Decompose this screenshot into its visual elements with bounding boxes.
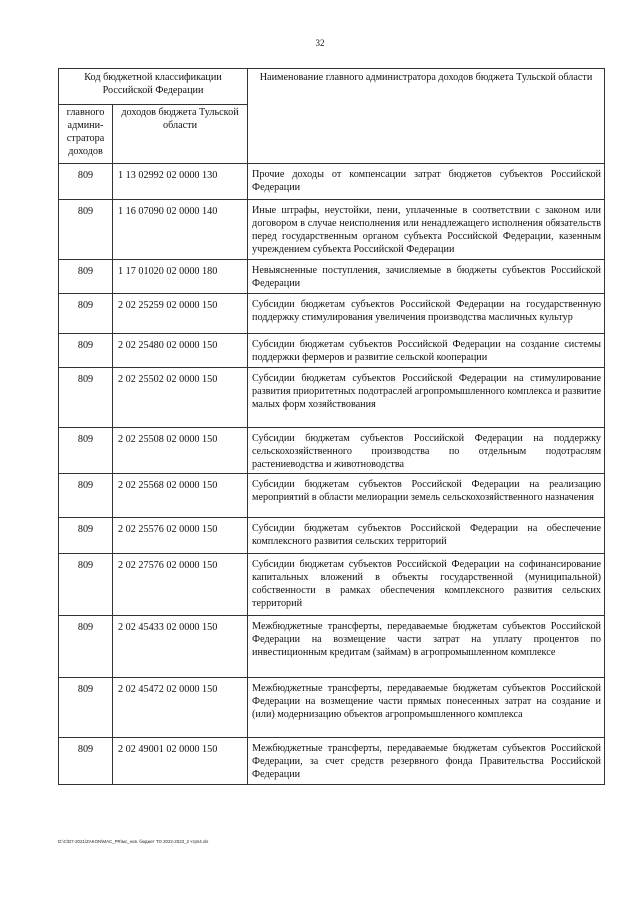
- income-name-cell: Иные штрафы, неустойки, пени, уплаченные в соответствии с законом или договором в случае неисполнения или ненадлежащего исполнения обязательств перед государственным органом субъекта Российской Федерации, казенным учреждением субъекта Российской Федерации: [248, 200, 605, 260]
- budget-code-cell: 2 02 45472 02 0000 150: [113, 678, 248, 738]
- file-path-footer: D:\C\D7-2021\ZAKON\MAC_PR\мс_нов. бюджет ТО 2022-2023_2 чтрп4.xls: [58, 839, 209, 844]
- income-name-cell: Межбюджетные трансферты, передаваемые бюджетам субъектов Российской Федерации, за счет средств резервного фонда Правительства Российской Федерации: [248, 738, 605, 785]
- table-row: [59, 554, 605, 616]
- table-row: [59, 616, 605, 678]
- income-name-cell: Прочие доходы от компенсации затрат бюджетов субъектов Российской Федерации: [248, 164, 605, 200]
- table-row: [59, 474, 605, 518]
- table-row: [59, 333, 605, 367]
- header-name-column: Наименование главного администратора доходов бюджета Тульской области: [248, 69, 605, 164]
- admin-code-cell: 809: [59, 367, 113, 427]
- income-name-cell: Межбюджетные трансферты, передаваемые бюджетам субъектов Российской Федерации на возмещение части затрат на уплату процентов по инвестиционным кредитам (займам) в агропромышленном комплексе: [248, 616, 605, 678]
- header-code-group: Код бюджетной классификации Российской Федерации: [59, 69, 248, 105]
- income-name-cell: Субсидии бюджетам субъектов Российской Федерации на софинансирование капитальных вложений в объекты государственной (муниципальной) собственности в рамках обеспечения комплексного развития сельских территорий: [248, 554, 605, 616]
- budget-code-cell: 1 16 07090 02 0000 140: [113, 200, 248, 260]
- income-name-cell: Межбюджетные трансферты, передаваемые бюджетам субъектов Российской Федерации на возмещение части прямых понесенных затрат на создание и (или) модернизацию объектов агропромышленного комплекса: [248, 678, 605, 738]
- admin-code-cell: 809: [59, 738, 113, 785]
- budget-code-cell: 2 02 25508 02 0000 150: [113, 427, 248, 474]
- income-name-cell: Субсидии бюджетам субъектов Российской Федерации на обеспечение комплексного развития сельских территорий: [248, 518, 605, 554]
- admin-code-cell: 809: [59, 259, 113, 293]
- table-row: [59, 738, 605, 785]
- table-row: [59, 367, 605, 427]
- budget-code-cell: 1 17 01020 02 0000 180: [113, 259, 248, 293]
- admin-code-cell: 809: [59, 474, 113, 518]
- budget-code-cell: 1 13 02992 02 0000 130: [113, 164, 248, 200]
- admin-code-cell: 809: [59, 427, 113, 474]
- income-administrators-table: [58, 68, 605, 785]
- admin-code-cell: 809: [59, 554, 113, 616]
- header-income-column: доходов бюджета Тульской области: [113, 105, 248, 164]
- header-admin-column: главного админи-стратора доходов: [59, 105, 113, 164]
- budget-code-cell: 2 02 49001 02 0000 150: [113, 738, 248, 785]
- income-name-cell: Невыясненные поступления, зачисляемые в бюджеты субъектов Российской Федерации: [248, 259, 605, 293]
- income-name-cell: Субсидии бюджетам субъектов Российской Федерации на государственную поддержку стимулирования увеличения производства масличных культур: [248, 293, 605, 333]
- table-row: [59, 427, 605, 474]
- admin-code-cell: 809: [59, 200, 113, 260]
- table-row: [59, 518, 605, 554]
- admin-code-cell: 809: [59, 293, 113, 333]
- table-row: [59, 164, 605, 200]
- table-body: [59, 164, 605, 785]
- budget-code-cell: 2 02 25259 02 0000 150: [113, 293, 248, 333]
- admin-code-cell: 809: [59, 333, 113, 367]
- table-header-row: [59, 69, 605, 105]
- budget-code-cell: 2 02 25502 02 0000 150: [113, 367, 248, 427]
- income-name-cell: Субсидии бюджетам субъектов Российской Федерации на реализацию мероприятий в области мелиорации земель сельскохозяйственного назначения: [248, 474, 605, 518]
- admin-code-cell: 809: [59, 616, 113, 678]
- table-row: [59, 678, 605, 738]
- table-row: [59, 293, 605, 333]
- table-row: [59, 259, 605, 293]
- budget-code-cell: 2 02 25568 02 0000 150: [113, 474, 248, 518]
- admin-code-cell: 809: [59, 164, 113, 200]
- admin-code-cell: 809: [59, 518, 113, 554]
- admin-code-cell: 809: [59, 678, 113, 738]
- table-row: [59, 200, 605, 260]
- income-name-cell: Субсидии бюджетам субъектов Российской Федерации на создание системы поддержки фермеров и развитие сельской кооперации: [248, 333, 605, 367]
- page-number: 32: [315, 38, 325, 48]
- income-name-cell: Субсидии бюджетам субъектов Российской Федерации на поддержку сельскохозяйственного производства по отдельным подотраслям растениеводства и животноводства: [248, 427, 605, 474]
- budget-code-cell: 2 02 25480 02 0000 150: [113, 333, 248, 367]
- budget-code-cell: 2 02 27576 02 0000 150: [113, 554, 248, 616]
- budget-code-cell: 2 02 25576 02 0000 150: [113, 518, 248, 554]
- income-name-cell: Субсидии бюджетам субъектов Российской Федерации на стимулирование развития приоритетных подотраслей агропромышленного комплекса и развитие малых форм хозяйствования: [248, 367, 605, 427]
- budget-code-cell: 2 02 45433 02 0000 150: [113, 616, 248, 678]
